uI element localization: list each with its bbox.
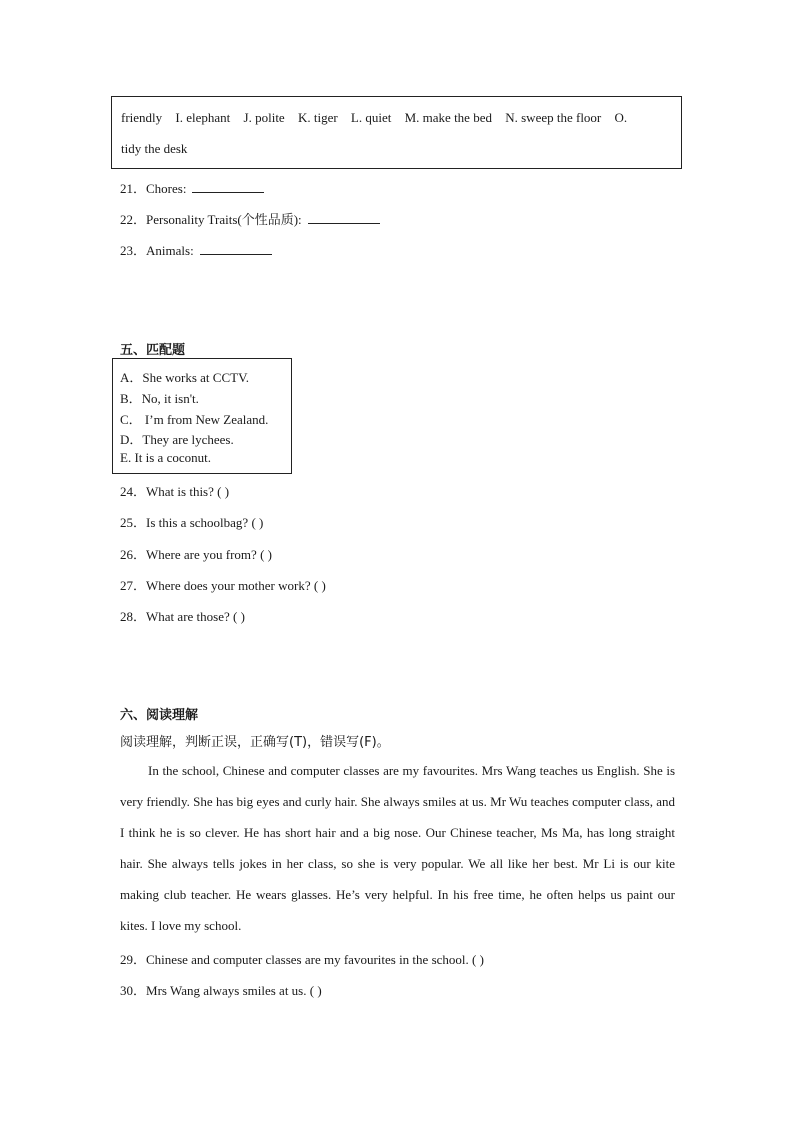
word-bank-line-1 (121, 110, 637, 126)
question-30 (120, 980, 322, 999)
option-b: B．No, it isn't. (120, 391, 199, 406)
option-d: D．They are lychees. (120, 432, 234, 447)
word-make-the-bed: M. make the bed (404, 110, 492, 125)
reading-passage (120, 755, 675, 941)
word-polite: J. polite (243, 110, 285, 125)
question-number: 28． (120, 609, 147, 624)
question-24 (120, 481, 229, 500)
question-text: Animals: (146, 243, 194, 258)
word-bank-box (111, 96, 682, 169)
question-text: Personality Traits(个性品质): (146, 212, 302, 227)
answer-blank[interactable] (192, 180, 264, 193)
passage-text: In the school, Chinese and computer classes are my favourites. Mrs Wang teaches us English. She is very friendly. She has big eyes and curly hair. She always smiles at us. Mr Wu teaches computer class, and I think he is so clever. He has short hair and a big nose. Our Chinese teacher, Ms Ma, has long straight hair. She always tells jokes in her class, so she is very popular. We all like her best. Mr Li is our kite making club teacher. He wears glasses. He’s very helpful. In his free time, he often helps us paint our kites. I love my school. (120, 763, 675, 933)
question-25 (120, 512, 263, 531)
section-5-title: 五、匹配题 (120, 343, 186, 358)
question-text: Where does your mother work? ( ) (146, 578, 326, 593)
word-elephant: I. elephant (175, 110, 231, 125)
question-text: Is this a schoolbag? ( ) (146, 515, 264, 530)
option-e: E. It is a coconut. (120, 450, 211, 465)
question-number: 24． (120, 484, 147, 499)
question-text: Mrs Wang always smiles at us. ( ) (146, 983, 322, 998)
question-number: 26． (120, 547, 147, 562)
question-number: 29． (120, 952, 147, 967)
option-a: A．She works at CCTV. (120, 370, 250, 385)
word-tidy-the-desk: tidy the desk (121, 141, 188, 156)
option-c: C． I’m from New Zealand. (120, 412, 269, 427)
word-letter-o: O. (614, 110, 628, 125)
question-number: 23． (120, 243, 147, 258)
question-26 (120, 544, 272, 563)
options-box (112, 358, 292, 474)
question-text: What is this? ( ) (146, 484, 230, 499)
question-text: What are those? ( ) (146, 609, 245, 624)
question-29 (120, 949, 484, 968)
question-text: Where are you from? ( ) (146, 547, 272, 562)
word-quiet: L. quiet (350, 110, 392, 125)
word-sweep-the-floor: N. sweep the floor (505, 110, 602, 125)
section-6-instruction: 阅读理解，判断正误，正确写(T)，错误写(F)。 (120, 735, 390, 750)
word-friendly: friendly (121, 110, 163, 125)
question-text: Chinese and computer classes are my favourites in the school. ( ) (146, 952, 484, 967)
question-21 (120, 178, 264, 197)
question-22 (120, 209, 380, 228)
question-27 (120, 575, 326, 594)
question-23 (120, 240, 272, 259)
question-number: 27． (120, 578, 147, 593)
question-number: 30． (120, 983, 147, 998)
question-text: Chores: (146, 181, 187, 196)
answer-blank[interactable] (308, 211, 380, 224)
question-number: 21． (120, 181, 147, 196)
answer-blank[interactable] (200, 242, 272, 255)
word-tiger: K. tiger (297, 110, 338, 125)
section-6-title: 六、阅读理解 (120, 708, 199, 723)
question-28 (120, 606, 245, 625)
question-number: 25． (120, 515, 147, 530)
question-number: 22． (120, 212, 147, 227)
